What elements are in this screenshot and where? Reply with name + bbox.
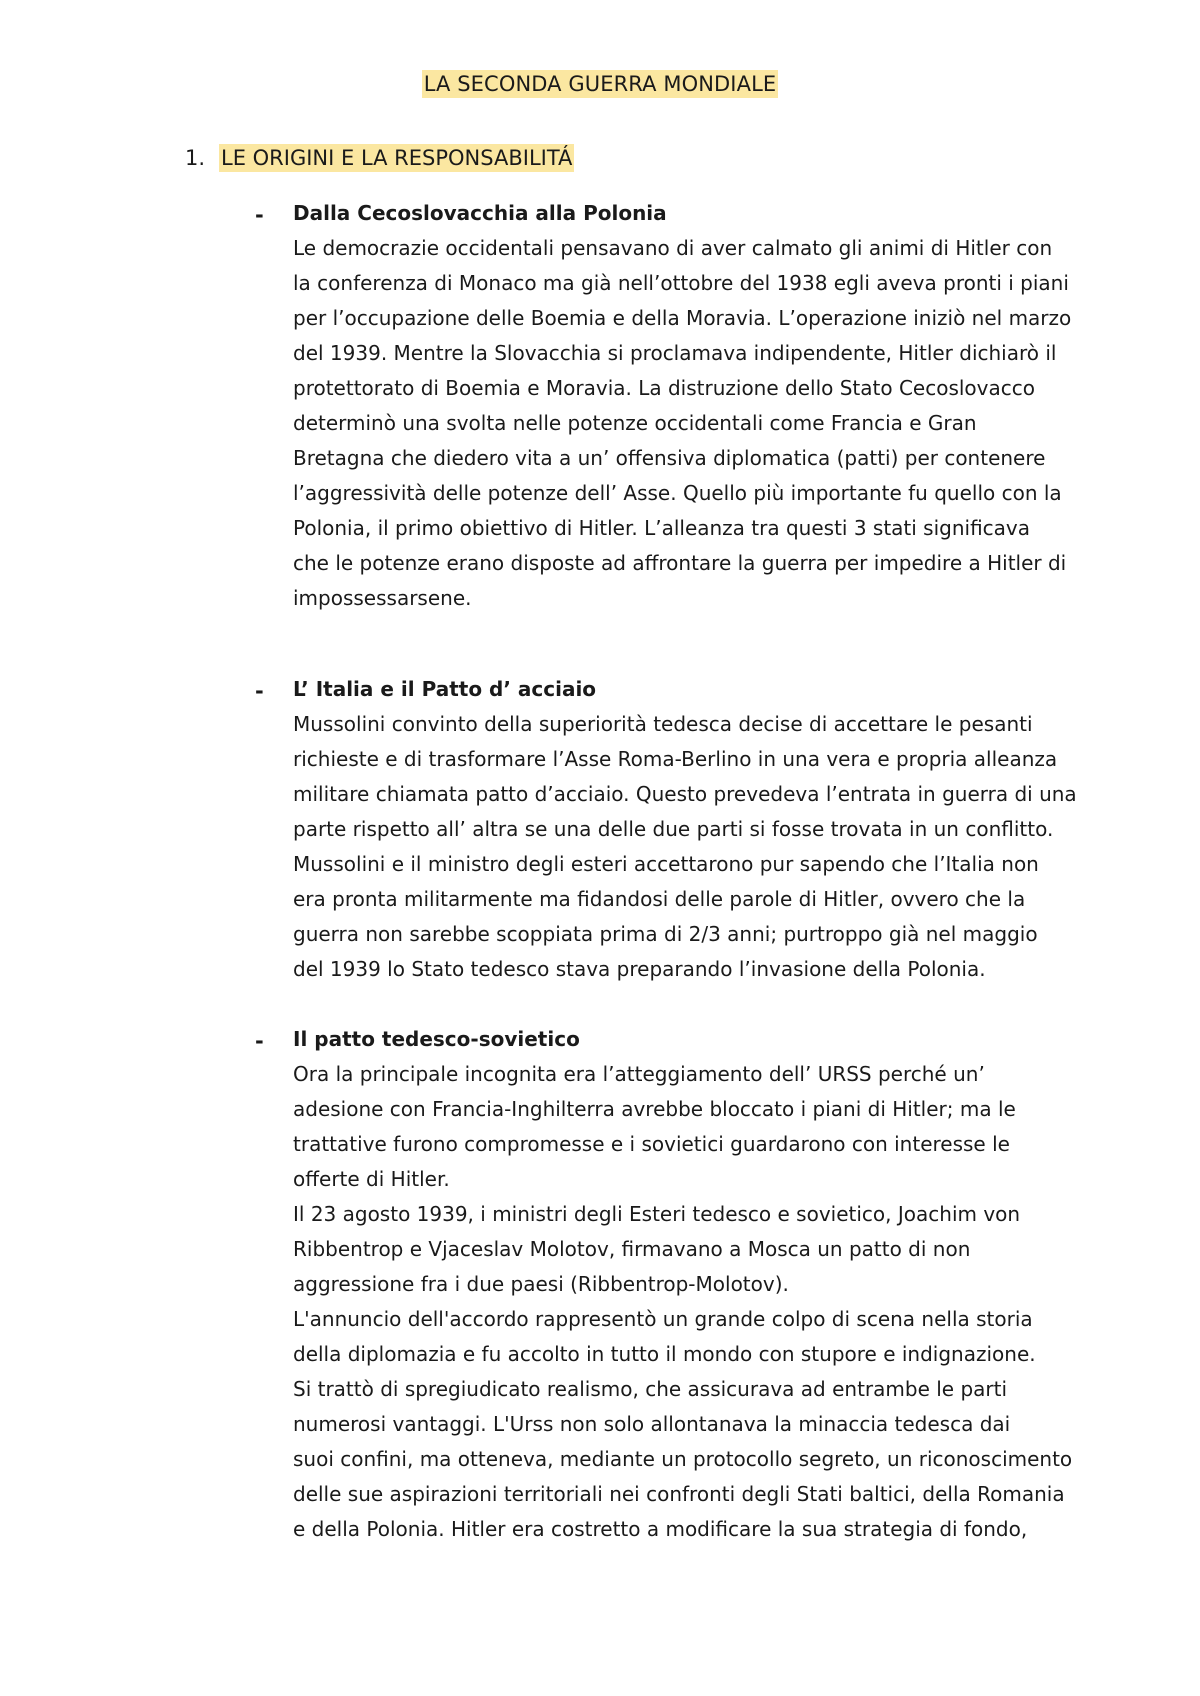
section-number: 1. bbox=[185, 146, 206, 170]
section-title: LE ORIGINI E LA RESPONSABILITÁ bbox=[221, 146, 573, 170]
paragraph-line: Ora la principale incognita era l’atteggiamento dell’ URSS perché un’ bbox=[293, 1062, 985, 1086]
item-heading: L’ Italia e il Patto d’ acciaio bbox=[293, 677, 597, 701]
paragraph-line: determinò una svolta nelle potenze occidentali come Francia e Gran bbox=[293, 411, 977, 435]
paragraph-line: impossessarsene. bbox=[293, 586, 472, 610]
paragraph-line: militare chiamata patto d’acciaio. Questo prevedeva l’entrata in guerra di una bbox=[293, 782, 1077, 806]
paragraph-line: era pronta militarmente ma fidandosi delle parole di Hitler, ovvero che la bbox=[293, 887, 1026, 911]
paragraph-line: trattative furono compromesse e i sovietici guardarono con interesse le bbox=[293, 1132, 1010, 1156]
list-item bbox=[293, 1022, 1073, 1547]
paragraph-line: per l’occupazione delle Boemia e della Moravia. L’operazione iniziò nel marzo bbox=[293, 306, 1072, 330]
paragraph-line: l’aggressività delle potenze dell’ Asse. Quello più importante fu quello con la bbox=[293, 481, 1062, 505]
paragraph-line: Si trattò di spregiudicato realismo, che assicurava ad entrambe le parti bbox=[293, 1377, 1008, 1401]
paragraph-line: del 1939 lo Stato tedesco stava preparando l’invasione della Polonia. bbox=[293, 957, 986, 981]
paragraph-line: numerosi vantaggi. L'Urss non solo allontanava la minaccia tedesca dai bbox=[293, 1412, 1011, 1436]
list-item bbox=[293, 672, 1077, 987]
paragraph-line: Bretagna che diedero vita a un’ offensiva diplomatica (patti) per contenere bbox=[293, 446, 1046, 470]
paragraph-line: offerte di Hitler. bbox=[293, 1167, 450, 1191]
bullet-marker: - bbox=[255, 203, 264, 227]
paragraph-line: la conferenza di Monaco ma già nell’ottobre del 1938 egli aveva pronti i piani bbox=[293, 271, 1069, 295]
item-heading: Il patto tedesco-sovietico bbox=[293, 1027, 580, 1051]
bullet-marker: - bbox=[255, 679, 264, 703]
paragraph-line: Mussolini convinto della superiorità tedesca decise di accettare le pesanti bbox=[293, 712, 1033, 736]
paragraph-line: Polonia, il primo obiettivo di Hitler. L’alleanza tra questi 3 stati significava bbox=[293, 516, 1031, 540]
paragraph-line: della diplomazia e fu accolto in tutto il mondo con stupore e indignazione. bbox=[293, 1342, 1036, 1366]
paragraph-line: Ribbentrop e Vjaceslav Molotov, firmavano a Mosca un patto di non bbox=[293, 1237, 971, 1261]
paragraph-line: Il 23 agosto 1939, i ministri degli Esteri tedesco e sovietico, Joachim von bbox=[293, 1202, 1021, 1226]
paragraph-line: Le democrazie occidentali pensavano di aver calmato gli animi di Hitler con bbox=[293, 236, 1053, 260]
bullet-marker: - bbox=[255, 1029, 264, 1053]
paragraph-line: parte rispetto all’ altra se una delle due parti si fosse trovata in un conflitto. bbox=[293, 817, 1054, 841]
paragraph-line: L'annuncio dell'accordo rappresentò un grande colpo di scena nella storia bbox=[293, 1307, 1033, 1331]
paragraph-line: aggressione fra i due paesi (Ribbentrop-Molotov). bbox=[293, 1272, 789, 1296]
item-heading: Dalla Cecoslovacchia alla Polonia bbox=[293, 201, 667, 225]
paragraph-line: e della Polonia. Hitler era costretto a modificare la sua strategia di fondo, bbox=[293, 1517, 1028, 1541]
list-item bbox=[293, 196, 1073, 616]
paragraph-line: adesione con Francia-Inghilterra avrebbe bloccato i piani di Hitler; ma le bbox=[293, 1097, 1016, 1121]
section-heading bbox=[185, 146, 574, 170]
paragraph-line: del 1939. Mentre la Slovacchia si proclamava indipendente, Hitler dichiarò il bbox=[293, 341, 1057, 365]
document-title-row bbox=[0, 72, 1200, 96]
paragraph-line: Mussolini e il ministro degli esteri accettarono pur sapendo che l’Italia non bbox=[293, 852, 1039, 876]
paragraph-line: protettorato di Boemia e Moravia. La distruzione dello Stato Cecoslovacco bbox=[293, 376, 1035, 400]
document-title: LA SECONDA GUERRA MONDIALE bbox=[423, 72, 777, 96]
paragraph-line: suoi confini, ma otteneva, mediante un protocollo segreto, un riconoscimento bbox=[293, 1447, 1073, 1471]
paragraph-line: richieste e di trasformare l’Asse Roma-Berlino in una vera e propria alleanza bbox=[293, 747, 1058, 771]
paragraph-line: delle sue aspirazioni territoriali nei confronti degli Stati baltici, della Romania bbox=[293, 1482, 1065, 1506]
paragraph-line: che le potenze erano disposte ad affrontare la guerra per impedire a Hitler di bbox=[293, 551, 1067, 575]
paragraph-line: guerra non sarebbe scoppiata prima di 2/3 anni; purtroppo già nel maggio bbox=[293, 922, 1038, 946]
